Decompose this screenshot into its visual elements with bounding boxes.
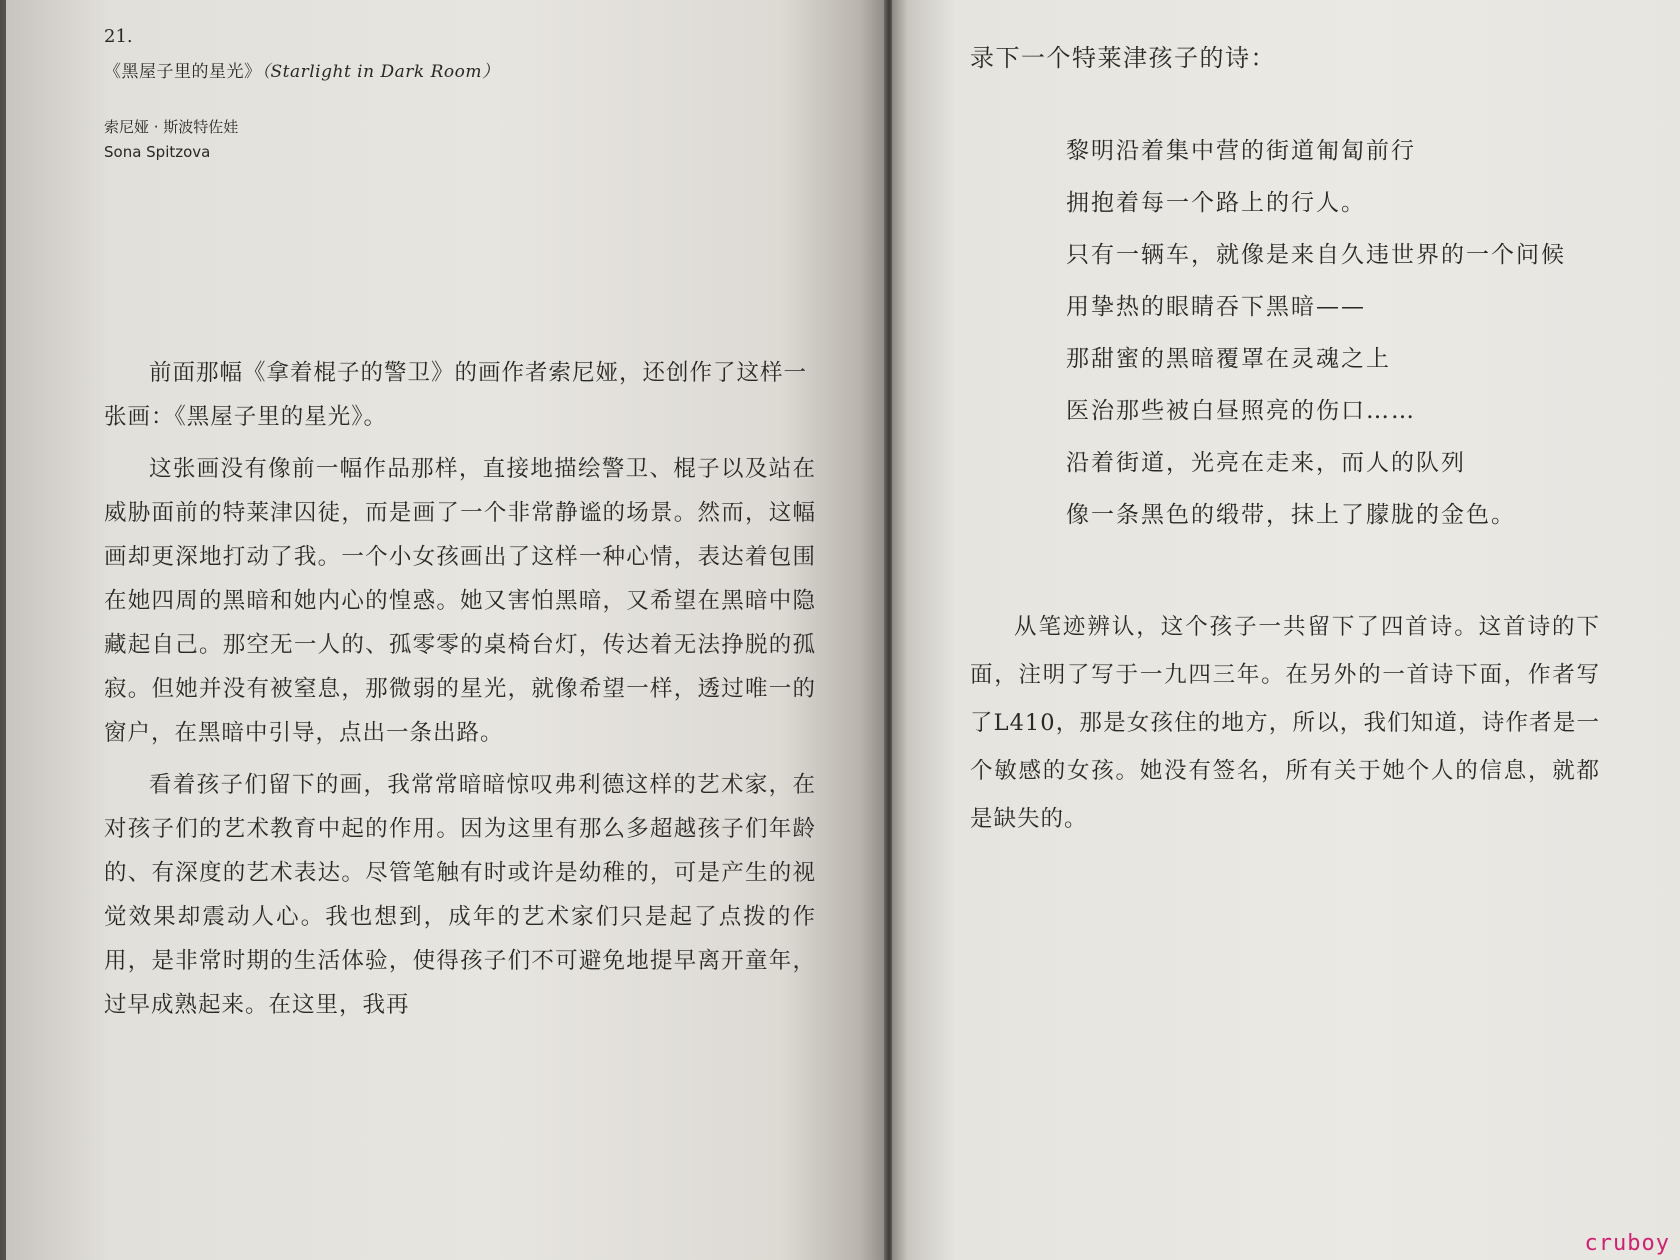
- chapter-title-en: （Starlight in Dark Room）: [261, 62, 500, 82]
- author-name-cn: 索尼娅 · 斯波特佐娃: [104, 118, 239, 136]
- right-paragraph: 从笔迹辨认，这个孩子一共留下了四首诗。这首诗的下面，注明了写于一九四三年。在另外的一首诗下面，作者写了L410，那是女孩住的地方，所以，我们知道，诗作者是一个敏感的女孩。她没有签名，所有关于她个人的信息，就都是缺失的。: [970, 614, 1600, 832]
- watermark: cruboy: [1584, 1231, 1670, 1256]
- paragraph-3: 看着孩子们留下的画，我常常暗暗惊叹弗利德这样的艺术家，在对孩子们的艺术教育中起的作用。因为这里有那么多超越孩子们年龄的、有深度的艺术表达。尽管笔触有时或许是幼稚的，可是产生的视觉效果却震动人心。我也想到，成年的艺术家们只是起了点拨的作用，是非常时期的生活体验，使得孩子们不可避免地提早离开童年，过早成熟起来。在这里，我再: [104, 772, 816, 1018]
- left-body-text: [104, 351, 816, 1027]
- chapter-number: 21.: [104, 26, 133, 47]
- paragraph-1: 前面那幅《拿着棍子的警卫》的画作者索尼娅，还创作了这样一张画：《黑屋子里的星光》。: [104, 360, 808, 430]
- left-page: [6, 0, 886, 1260]
- chapter-title: [104, 57, 816, 82]
- poem-line: 那甜蜜的黑暗覆罩在灵魂之上: [1066, 346, 1391, 372]
- poem-intro: 录下一个特莱津孩子的诗：: [970, 44, 1276, 72]
- poem-line: 拥抱着每一个路上的行人。: [1066, 190, 1366, 216]
- poem-line: 像一条黑色的缎带，抹上了朦胧的金色。: [1066, 502, 1516, 528]
- right-page: [892, 0, 1680, 1260]
- paragraph-2: 这张画没有像前一幅作品那样，直接地描绘警卫、棍子以及站在威胁面前的特莱津囚徒，而是画了一个非常静谧的场景。然而，这幅画却更深地打动了我。一个小女孩画出了这样一种心情，表达着包围在她四周的黑暗和她内心的惶惑。她又害怕黑暗，又希望在黑暗中隐藏起自己。那空无一人的、孤零零的桌椅台灯，传达着无法挣脱的孤寂。但她并没有被窒息，那微弱的星光，就像希望一样，透过唯一的窗户，在黑暗中引导，点出一条出路。: [104, 456, 816, 746]
- poem-line: 沿着街道，光亮在走来，而人的队列: [1066, 450, 1466, 476]
- poem-line: 医治那些被白昼照亮的伤口……: [1066, 398, 1416, 424]
- poem-line: 黎明沿着集中营的街道匍匐前行: [1066, 138, 1416, 164]
- poem: [970, 125, 1600, 541]
- chapter-title-cn: 《黑屋子里的星光》: [104, 62, 262, 82]
- poem-line: 只有一辆车，就像是来自久违世界的一个问候: [1066, 242, 1566, 268]
- poem-line: 用挚热的眼睛吞下黑暗——: [1066, 294, 1366, 320]
- author-name-en: Sona Spitzova: [104, 143, 211, 161]
